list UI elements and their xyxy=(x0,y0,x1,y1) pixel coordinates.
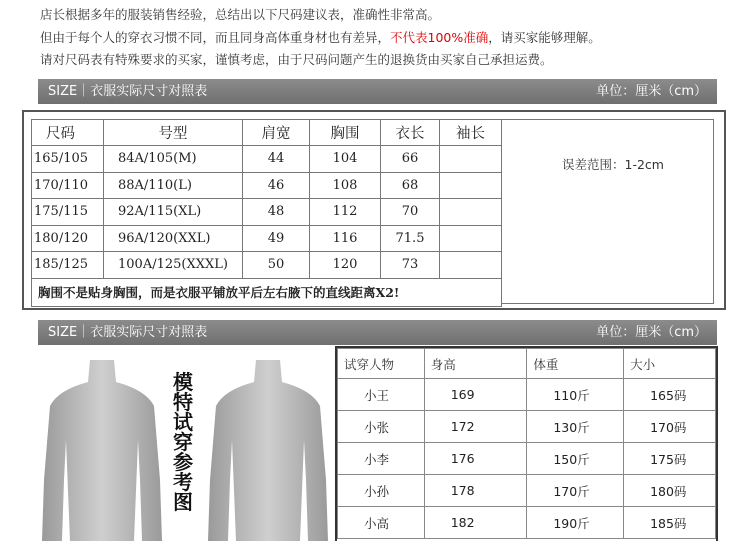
model-label-char: 考 xyxy=(173,470,193,494)
size-cell: 84A/105(M) xyxy=(104,146,243,173)
fitting-reference-panel xyxy=(335,346,718,541)
model-label-char: 特 xyxy=(173,390,193,414)
size-cell xyxy=(440,146,502,173)
fitting-cell: 110斤 xyxy=(527,379,624,411)
size-column-header: 胸围 xyxy=(310,120,381,146)
size-cell: 96A/120(XXL) xyxy=(104,225,243,252)
size-cell: 112 xyxy=(310,199,381,226)
size-cell: 68 xyxy=(381,172,440,199)
error-range-note: 误差范围：1-2cm xyxy=(562,157,664,172)
fitting-reference-table xyxy=(337,348,716,539)
size-cell: 46 xyxy=(243,172,310,199)
error-range-cell xyxy=(502,119,714,304)
size-cell: 73 xyxy=(381,252,440,279)
size-column-header: 衣长 xyxy=(381,120,440,146)
size-cell: 180/120 xyxy=(32,225,104,252)
fitting-column-header: 体重 xyxy=(527,349,624,379)
fitting-cell: 150斤 xyxy=(527,443,624,475)
size-cell: 44 xyxy=(243,146,310,173)
size-chart-footnote: 胸围不是贴身胸围，而是衣服平铺放平后左右腋下的直线距离X2! xyxy=(32,278,502,306)
fitting-row xyxy=(338,379,716,411)
size-column-header: 肩宽 xyxy=(243,120,310,146)
fitting-cell: 169 xyxy=(424,379,527,411)
size-cell: 116 xyxy=(310,225,381,252)
model-label-char: 穿 xyxy=(173,430,193,454)
fitting-cell: 小李 xyxy=(338,443,425,475)
size-chart-unit: 单位：厘米（cm） xyxy=(596,84,707,99)
size-column-header: 号型 xyxy=(104,120,243,146)
fitting-cell: 185码 xyxy=(624,507,716,539)
model-label-char: 参 xyxy=(173,450,193,474)
fitting-cell: 182 xyxy=(424,507,527,539)
fitting-cell: 180码 xyxy=(624,475,716,507)
size-cell: 120 xyxy=(310,252,381,279)
model-reference-unit: 单位：厘米（cm） xyxy=(596,325,707,340)
note-line-1: 店长根据多年的服装销售经验，总结出以下尺码建议表，准确性非常高。 xyxy=(40,7,441,22)
fitting-cell: 175码 xyxy=(624,443,716,475)
size-cell: 70 xyxy=(381,199,440,226)
note-line-3: 请对尺码表有特殊要求的买家，谨慎考虑，由于尺码问题产生的退换货由买家自己承担运费。 xyxy=(40,52,553,67)
fitting-cell: 小王 xyxy=(338,379,425,411)
fitting-row xyxy=(338,507,716,539)
model-reference-header-bar xyxy=(38,320,717,345)
size-cell: 50 xyxy=(243,252,310,279)
size-cell: 49 xyxy=(243,225,310,252)
note-line-2 xyxy=(40,27,740,50)
size-cell: 88A/110(L) xyxy=(104,172,243,199)
size-cell xyxy=(440,172,502,199)
fitting-row xyxy=(338,411,716,443)
fitting-cell: 190斤 xyxy=(527,507,624,539)
size-row xyxy=(32,172,502,199)
fitting-cell: 170码 xyxy=(624,411,716,443)
size-cell: 71.5 xyxy=(381,225,440,252)
fitting-column-header: 身高 xyxy=(424,349,527,379)
size-cell: 165/105 xyxy=(32,146,104,173)
mannequin-back-figure xyxy=(208,360,328,541)
fitting-cell: 130斤 xyxy=(527,411,624,443)
size-cell xyxy=(440,225,502,252)
fitting-cell: 小孙 xyxy=(338,475,425,507)
model-reference-title: SIZE｜衣服实际尺寸对照表 xyxy=(48,325,208,340)
fitting-column-header: 试穿人物 xyxy=(338,349,425,379)
fitting-cell: 176 xyxy=(424,443,527,475)
size-advice-notes xyxy=(40,4,740,72)
model-reference-label xyxy=(168,372,198,512)
size-chart-title: SIZE｜衣服实际尺寸对照表 xyxy=(48,84,208,99)
fitting-row xyxy=(338,443,716,475)
model-label-char: 试 xyxy=(173,410,193,434)
model-label-char: 模 xyxy=(173,370,193,394)
size-cell: 92A/115(XL) xyxy=(104,199,243,226)
size-chart-panel xyxy=(22,110,726,310)
size-row xyxy=(32,252,502,279)
size-chart-header-bar xyxy=(38,79,717,104)
size-row xyxy=(32,146,502,173)
size-row xyxy=(32,199,502,226)
size-cell: 66 xyxy=(381,146,440,173)
size-cell: 104 xyxy=(310,146,381,173)
accuracy-disclaimer: 不代表100%准确 xyxy=(390,29,489,45)
fitting-cell: 170斤 xyxy=(527,475,624,507)
size-cell: 170/110 xyxy=(32,172,104,199)
fitting-column-header: 大小 xyxy=(624,349,716,379)
fitting-row xyxy=(338,475,716,507)
fitting-cell: 小高 xyxy=(338,507,425,539)
size-cell: 48 xyxy=(243,199,310,226)
size-cell: 175/115 xyxy=(32,199,104,226)
size-chart-table xyxy=(31,119,502,307)
size-cell: 108 xyxy=(310,172,381,199)
model-label-char: 图 xyxy=(173,490,193,514)
size-cell: 100A/125(XXXL) xyxy=(104,252,243,279)
size-cell xyxy=(440,199,502,226)
size-cell: 185/125 xyxy=(32,252,104,279)
mannequin-front-figure xyxy=(42,360,162,541)
fitting-cell: 178 xyxy=(424,475,527,507)
size-column-header: 尺码 xyxy=(32,120,104,146)
fitting-cell: 165码 xyxy=(624,379,716,411)
size-cell xyxy=(440,252,502,279)
fitting-cell: 小张 xyxy=(338,411,425,443)
note-line-2-end: ，请买家能够理解。 xyxy=(488,29,601,45)
size-row xyxy=(32,225,502,252)
size-column-header: 袖长 xyxy=(440,120,502,146)
note-line-2-start: 但由于每个人的穿衣习惯不同，而且同身高体重身材也有差异， xyxy=(40,29,391,45)
fitting-cell: 172 xyxy=(424,411,527,443)
